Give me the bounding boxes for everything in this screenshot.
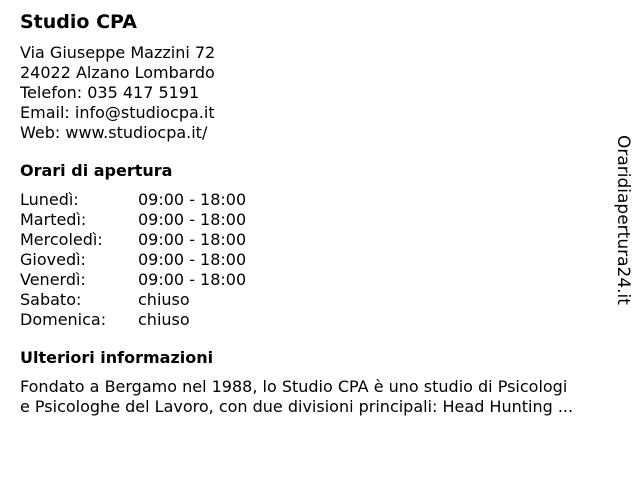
email-label: Email:	[20, 103, 70, 122]
hours-time: 09:00 - 18:00	[138, 270, 247, 289]
hours-day: Domenica:	[20, 310, 107, 329]
hours-row-thursday	[20, 250, 620, 270]
hours-day: Sabato:	[20, 290, 82, 309]
hours-time: chiuso	[138, 310, 190, 329]
phone-value[interactable]: 035 417 5191	[87, 83, 200, 102]
site-watermark: Oraridiapertura24.it	[613, 135, 633, 305]
web-label: Web:	[20, 123, 61, 142]
hours-day: Martedì:	[20, 210, 87, 229]
hours-day: Lunedì:	[20, 190, 79, 209]
hours-time: 09:00 - 18:00	[138, 250, 247, 269]
phone-line	[20, 83, 620, 103]
hours-row-wednesday	[20, 230, 620, 250]
email-link[interactable]: info@studiocpa.it	[74, 103, 215, 122]
info-line: Fondato a Bergamo nel 1988, lo Studio CPA è uno studio di Psicologi	[20, 377, 568, 396]
hours-row-saturday	[20, 290, 620, 310]
hours-day: Venerdì:	[20, 270, 86, 289]
hours-time: 09:00 - 18:00	[138, 230, 247, 249]
address-street: Via Giuseppe Mazzini 72	[20, 43, 216, 62]
business-card	[20, 9, 620, 417]
info-block	[20, 377, 620, 417]
hours-row-monday	[20, 190, 620, 210]
address-block	[20, 43, 620, 143]
info-title: Ulteriori informazioni	[20, 348, 214, 367]
hours-title: Orari di apertura	[20, 161, 173, 180]
business-name: Studio CPA	[20, 11, 137, 33]
web-link[interactable]: www.studiocpa.it/	[65, 123, 208, 142]
info-line: e Psicologhe del Lavoro, con due divisioni principali: Head Hunting ...	[20, 397, 574, 416]
hours-time: chiuso	[138, 290, 190, 309]
hours-time: 09:00 - 18:00	[138, 210, 247, 229]
hours-day: Giovedì:	[20, 250, 86, 269]
web-line	[20, 123, 620, 143]
phone-label: Telefon:	[20, 83, 83, 102]
hours-time: 09:00 - 18:00	[138, 190, 247, 209]
address-city: 24022 Alzano Lombardo	[20, 63, 215, 82]
hours-row-sunday	[20, 310, 620, 330]
hours-table	[20, 190, 620, 330]
hours-row-tuesday	[20, 210, 620, 230]
hours-day: Mercoledì:	[20, 230, 103, 249]
hours-row-friday	[20, 270, 620, 290]
email-line	[20, 103, 620, 123]
